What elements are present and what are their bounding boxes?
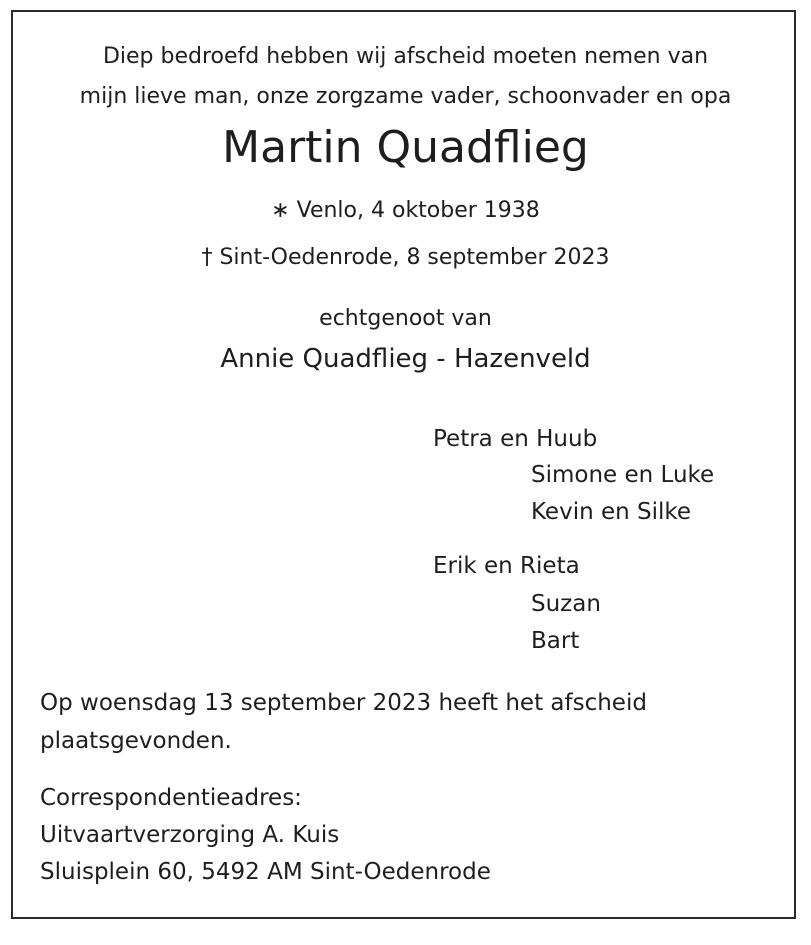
correspondence-address: Sluisplein 60, 5492 AM Sint-Oedenrode <box>40 859 491 885</box>
family-parents-1: Petra en Huub <box>433 426 598 452</box>
family-parents-2: Erik en Rieta <box>433 553 580 579</box>
birth-date: ∗ Venlo, 4 oktober 1938 <box>271 198 540 223</box>
spouse-label: echtgenoot van <box>319 306 492 331</box>
spouse-name: Annie Quadflieg - Hazenveld <box>220 344 591 374</box>
family-child-1-2: Kevin en Silke <box>531 499 692 525</box>
family-child-2-2: Bart <box>531 628 580 654</box>
family-child-2-1: Suzan <box>531 591 601 617</box>
family-child-1-1: Simone en Luke <box>531 462 715 488</box>
farewell-line-2: plaatsgevonden. <box>40 728 232 754</box>
intro-line-2: mijn lieve man, onze zorgzame vader, schoonvader en opa <box>79 84 732 109</box>
intro-line-1: Diep bedroefd hebben wij afscheid moeten nemen van <box>102 44 709 69</box>
correspondence-label: Correspondentieadres: <box>40 785 302 811</box>
farewell-line-1: Op woensdag 13 september 2023 heeft het afscheid <box>40 690 647 716</box>
correspondence-company: Uitvaartverzorging A. Kuis <box>40 822 340 848</box>
deceased-name: Martin Quadflieg <box>222 122 589 173</box>
death-date: † Sint-Oedenrode, 8 september 2023 <box>201 245 610 270</box>
